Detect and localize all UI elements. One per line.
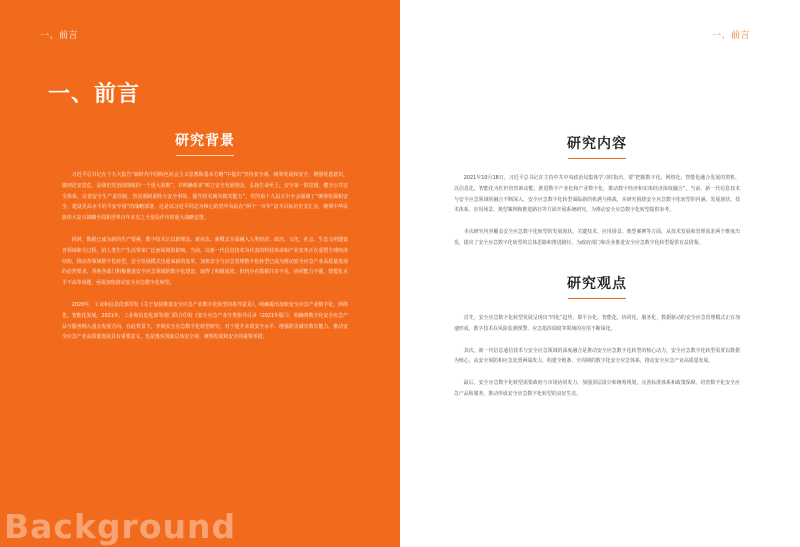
- section-research-viewpoints: [454, 273, 740, 411]
- section-research-content: [454, 133, 740, 260]
- running-header-left: 一、前言: [40, 31, 79, 41]
- paragraph: 本次研究内容覆盖安全应急数字化转型的发展现状、关键技术、应用场景、典型案例等方面，从技术发展和管理需求两个维度出发，提出了安全应急数字化转型的总体思路和推进路径，为政府部门和企业推进安全应急数字化转型提供有益借鉴。: [454, 229, 740, 246]
- section-underline: [568, 158, 626, 159]
- chapter-title: 一、前言: [48, 82, 141, 107]
- paragraph: 2021年10月18日，习近平总书记在主持中共中央政治局集体学习时指出，要“把握数字化、网络化、智能化融合发展的契机，以信息化、智能化为杠杆培育新动能，推进数字产业化和产业数字化，推动数字经济和实体经济深度融合”。当前，新一代信息技术与安全应急领域的融合不断深入，安全应急数字化转型面临新的机遇与挑战，本研究围绕安全应急数字化转型的内涵、发展现状、技术体系、应用场景、典型案例和推进路径等方面开展系统研究，为推动安全应急数字化转型提供参考。: [454, 175, 740, 214]
- section-research-background: [62, 130, 348, 354]
- running-header-right: 一、前言: [711, 31, 750, 41]
- section-heading: 研究内容: [567, 136, 627, 152]
- right-page: [400, 0, 800, 547]
- paragraph: 同时，数据已成为新的生产要素，数字技术正以新理念、新业态、新模式全面融入人类经济、政治、文化、社会、生态文明建设各领域和全过程，给人类生产生活带来广泛而深刻的影响。当前，以新一代信息技术为代表的科技革命和产业变革正在重塑全球经济结构，推动各领域数字化转型，安全发展模式也迎来新的变革，加快安全与应急管理数字化转型已成为推动安全应急产业高质量发展的必然要求，各地各部门积极推进安全应急领域的数字化建设，取得了积极成效，但仍存在数据共享不足、协同能力不强、智能化水平不高等问题，亟需加快推动安全应急数字化转型。: [62, 236, 348, 287]
- section-underline: [568, 298, 626, 299]
- paragraph: 最后，安全应急数字化转型需要政府与市场协同发力，加强顶层设计和统筹规划，完善标准体系和政策保障，培育数字化安全应急产品和服务，推动形成安全应急数字化转型的良好生态。: [454, 380, 740, 397]
- background-watermark: Background: [4, 507, 237, 546]
- section-underline: [176, 155, 234, 156]
- paragraph: 首先，安全应急数字化转型发展呈现出“四化”趋势，即平台化、智能化、协同化、服务化，数据驱动的安全应急管理模式正在加速形成，数字技术在风险监测预警、应急指挥调度等领域的应用不断深化。: [454, 315, 740, 332]
- paragraph: 2020年，工业和信息化部印发《关于加快推进安全应急产业数字化转型的指导意见》，明确提出加快安全应急产业数字化、网络化、智能化发展。2021年，工业和信息化部等部门联合印发《安全应急产业分类指导目录（2021年版）》，明确将数字化安全应急产品与服务纳入重点发展方向。在此背景下，开展安全应急数字化转型研究，对于提升本质安全水平、增强防灾减灾救灾能力、推动安全应急产业高质量发展具有重要意义，也是落实国家总体安全观、统筹发展和安全的重要举措。: [62, 301, 348, 341]
- paragraph: 其次，新一代信息通信技术与安全应急领域的深度融合是推动安全应急数字化转型的核心动力，安全应急数字化转型需要以数据为核心，从安全预防和应急处置两端发力，构建全链条、全周期的数字化安全应急体系，推动安全应急产业高质量发展。: [454, 347, 740, 365]
- section-heading: 研究观点: [567, 276, 627, 292]
- section-heading: 研究背景: [175, 133, 235, 149]
- paragraph: 习近平总书记在十九大报告“新时代中国特色社会主义思想和基本方略”中提出“坚持安全观、统筹发展和安全，增强忧患意识，做到居安思危，是我们党治国理政的一个重大原则”。并明确要求“树立安全发展理念，弘扬生命至上、安全第一的思想，健全公共安全体系，完善安全生产责任制，坚决遏制重特大安全事故，提升防灾减灾救灾能力”。党的第十九届五中全会强调了“统筹发展和安全，建设更高水平的平安中国”的战略部署，这是以习近平同志为核心的党中央站在“两个一百年”奋斗目标历史交汇点，统筹中华民族伟大复兴战略全局和世界百年未有之大变局作出的重大战略安排。: [62, 172, 348, 222]
